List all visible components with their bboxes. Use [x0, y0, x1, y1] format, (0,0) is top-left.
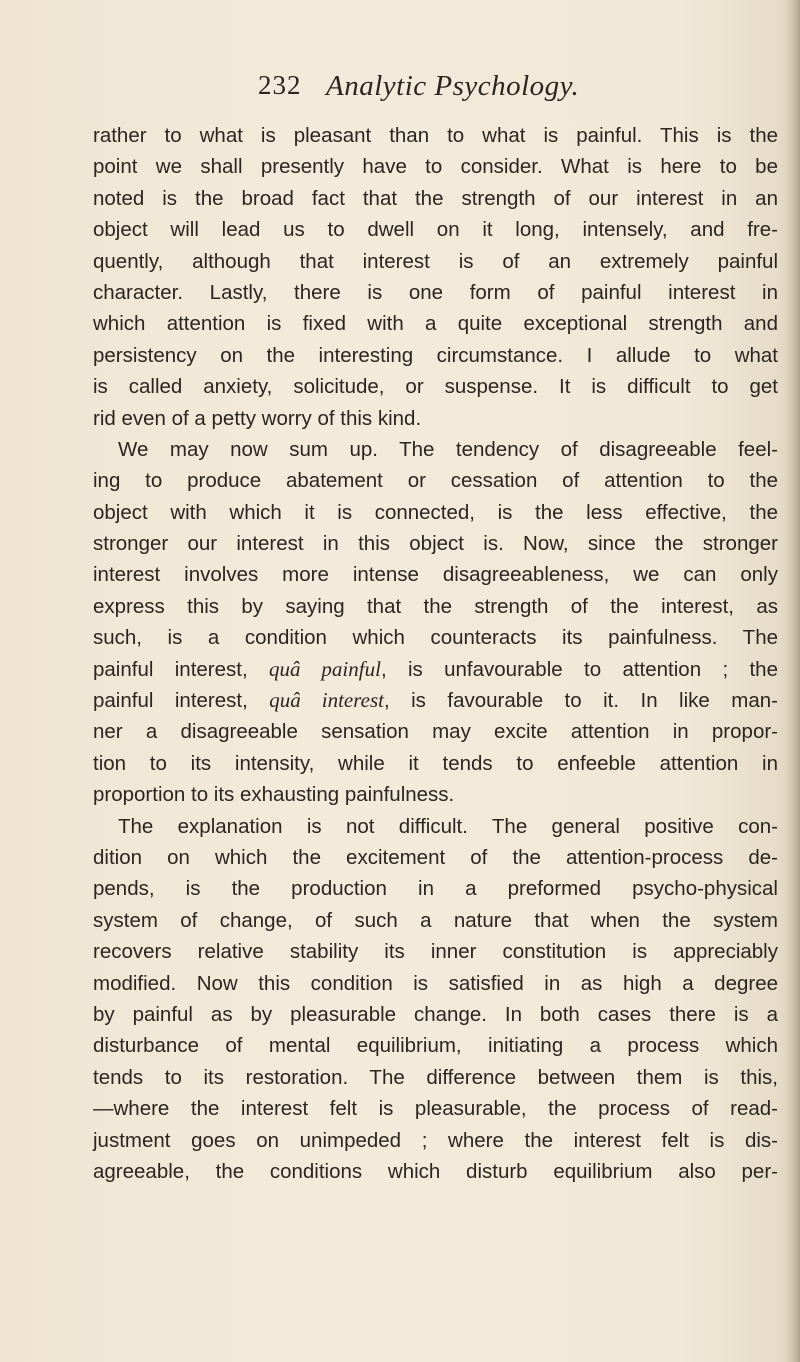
text-line: We may now sum up. The tendency of disagreeable feel- [118, 437, 778, 461]
text-line: which attention is fixed with a quite exceptional strength and [93, 312, 778, 336]
text-line: pends, is the production in a preformed psycho-physical [93, 877, 778, 901]
text-line: is called anxiety, solicitude, or suspense. It is difficult to get [93, 375, 778, 399]
text-line: tion to its intensity, while it tends to enfeeble attention in [93, 751, 778, 775]
text-line: tends to its restoration. The difference between them is this, [93, 1065, 778, 1089]
text-line: persistency on the interesting circumstance. I allude to what [93, 343, 778, 367]
italic-phrase: quâ painful [269, 656, 381, 681]
text-line: object will lead us to dwell on it long, intensely, and fre- [93, 218, 778, 242]
text-line: noted is the broad fact that the strength of our interest in an [93, 186, 778, 210]
text-line: dition on which the excitement of the attention-process de- [93, 845, 778, 869]
text-line: disturbance of mental equilibrium, initiating a process which [93, 1034, 778, 1058]
text-line [93, 685, 778, 716]
text-line: recovers relative stability its inner constitution is appreciably [93, 940, 778, 964]
text-line: rid even of a petty worry of this kind. [93, 406, 422, 430]
text-line: stronger our interest in this object is. Now, since the stronger [93, 532, 778, 556]
text-line: ner a disagreeable sensation may excite attention in propor- [93, 720, 778, 744]
running-title: Analytic Psychology. [326, 70, 580, 102]
text-line: agreeable, the conditions which disturb equilibrium also per- [93, 1159, 778, 1183]
text-line: such, is a condition which counteracts its painfulness. The [93, 626, 778, 650]
page-header [258, 70, 698, 110]
text-line [93, 654, 778, 685]
text-run: , is favourable to it. In like man- [383, 689, 778, 713]
text-line: modified. Now this condition is satisfied in as high a degree [93, 971, 778, 995]
text-run: painful interest, [93, 657, 270, 681]
page-edge-shadow [786, 0, 800, 1362]
page-number: 232 [258, 70, 302, 100]
text-line: —where the interest felt is pleasurable, the process of read- [93, 1097, 778, 1121]
body-text [93, 120, 778, 1187]
text-line: character. Lastly, there is one form of painful interest in [93, 280, 778, 304]
text-line: justment goes on unimpeded ; where the interest felt is dis- [93, 1128, 778, 1152]
text-line: proportion to its exhausting painfulness. [93, 783, 455, 807]
text-line: by painful as by pleasurable change. In both cases there is a [93, 1002, 778, 1026]
text-line: express this by saying that the strength of the interest, as [93, 594, 778, 618]
text-line: system of change, of such a nature that when the system [93, 908, 778, 932]
text-line: point we shall presently have to consider. What is here to be [93, 155, 778, 179]
text-line: The explanation is not difficult. The general positive con- [118, 814, 778, 838]
text-line: rather to what is pleasant than to what is painful. This is the [93, 124, 778, 147]
text-line: object with which it is connected, is the less effective, the [93, 500, 778, 524]
text-line: quently, although that interest is of an extremely painful [93, 249, 778, 273]
text-run: , is unfavourable to attention ; the [380, 657, 778, 681]
text-line: interest involves more intense disagreeableness, we can only [93, 563, 778, 587]
text-line: ing to produce abatement or cessation of attention to the [93, 469, 778, 493]
italic-phrase: quâ interest [269, 688, 384, 713]
text-run: painful interest, [93, 689, 270, 713]
